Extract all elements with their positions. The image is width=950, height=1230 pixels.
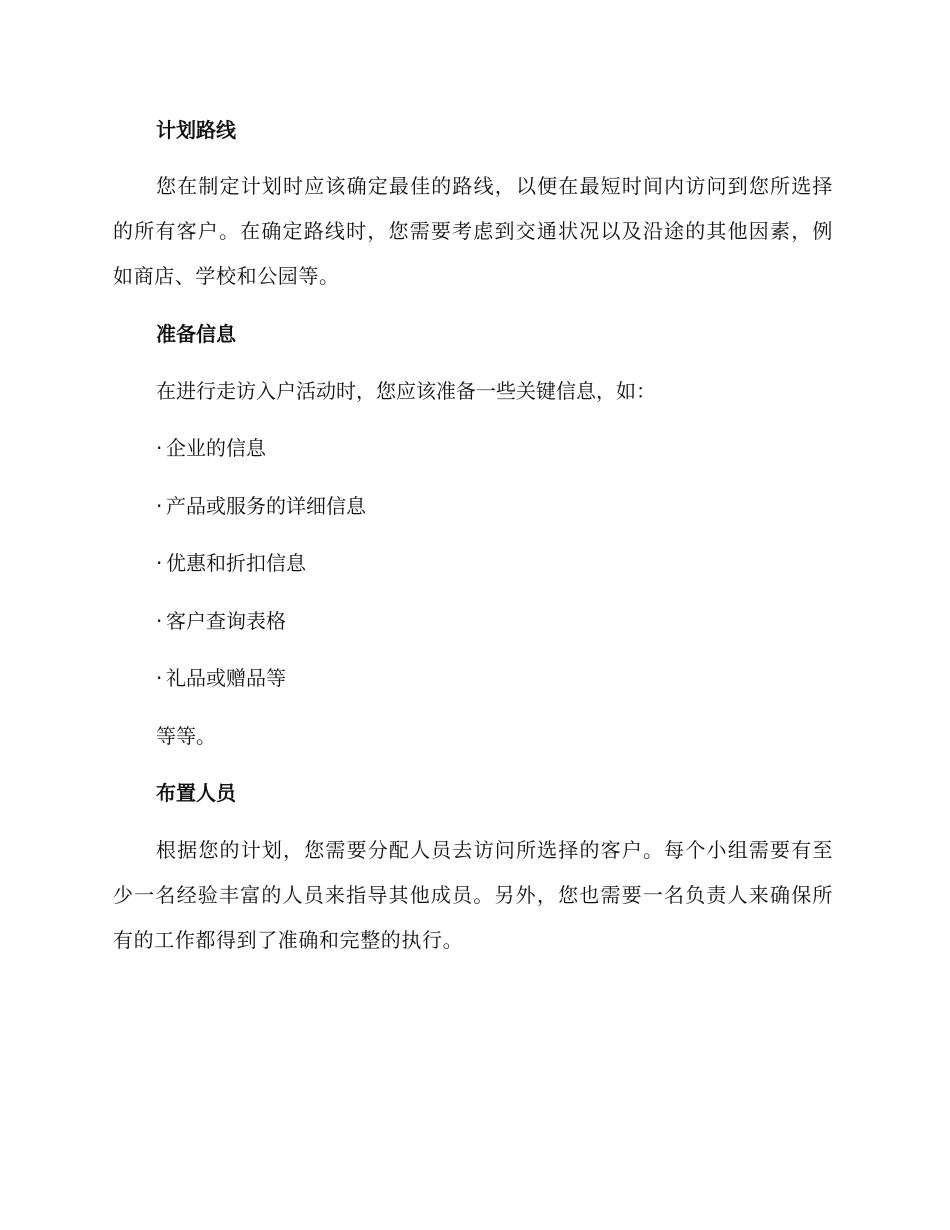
section-heading-prepare-info: 准备信息 — [156, 322, 236, 346]
list-item — [156, 434, 266, 462]
prepare-info-intro: 在进行走访入户活动时，您应该准备一些关键信息，如： — [156, 379, 656, 403]
section-heading-assign-staff: 布置人员 — [156, 781, 236, 805]
bullet-marker: · — [156, 436, 163, 460]
list-item-text: 客户查询表格 — [166, 609, 286, 633]
list-item — [156, 607, 286, 635]
section-paragraph-assign-staff: 根据您的计划，您需要分配人员去访问所选择的客户。每个小组需要有至少一名经验丰富的人员来指导其他成员。另外，您也需要一名负责人来确保所有的工作都得到了准确和完整的执行。 — [113, 838, 833, 952]
list-item-text: 产品或服务的详细信息 — [166, 494, 366, 518]
bullet-marker: · — [156, 551, 163, 575]
list-item — [156, 549, 306, 577]
list-item-text: 企业的信息 — [166, 436, 266, 460]
section-heading-plan-route: 计划路线 — [156, 118, 236, 142]
section-paragraph-plan-route: 您在制定计划时应该确定最佳的路线，以便在最短时间内访问到您所选择的所有客户。在确定路线时，您需要考虑到交通状况以及沿途的其他因素，例如商店、学校和公园等。 — [113, 174, 833, 288]
list-item-text: 优惠和折扣信息 — [166, 551, 306, 575]
prepare-info-closing: 等等。 — [156, 724, 216, 748]
bullet-marker: · — [156, 494, 163, 518]
list-item — [156, 664, 286, 692]
list-item-text: 礼品或赠品等 — [166, 666, 286, 690]
bullet-marker: · — [156, 666, 163, 690]
bullet-marker: · — [156, 609, 163, 633]
list-item — [156, 492, 366, 520]
